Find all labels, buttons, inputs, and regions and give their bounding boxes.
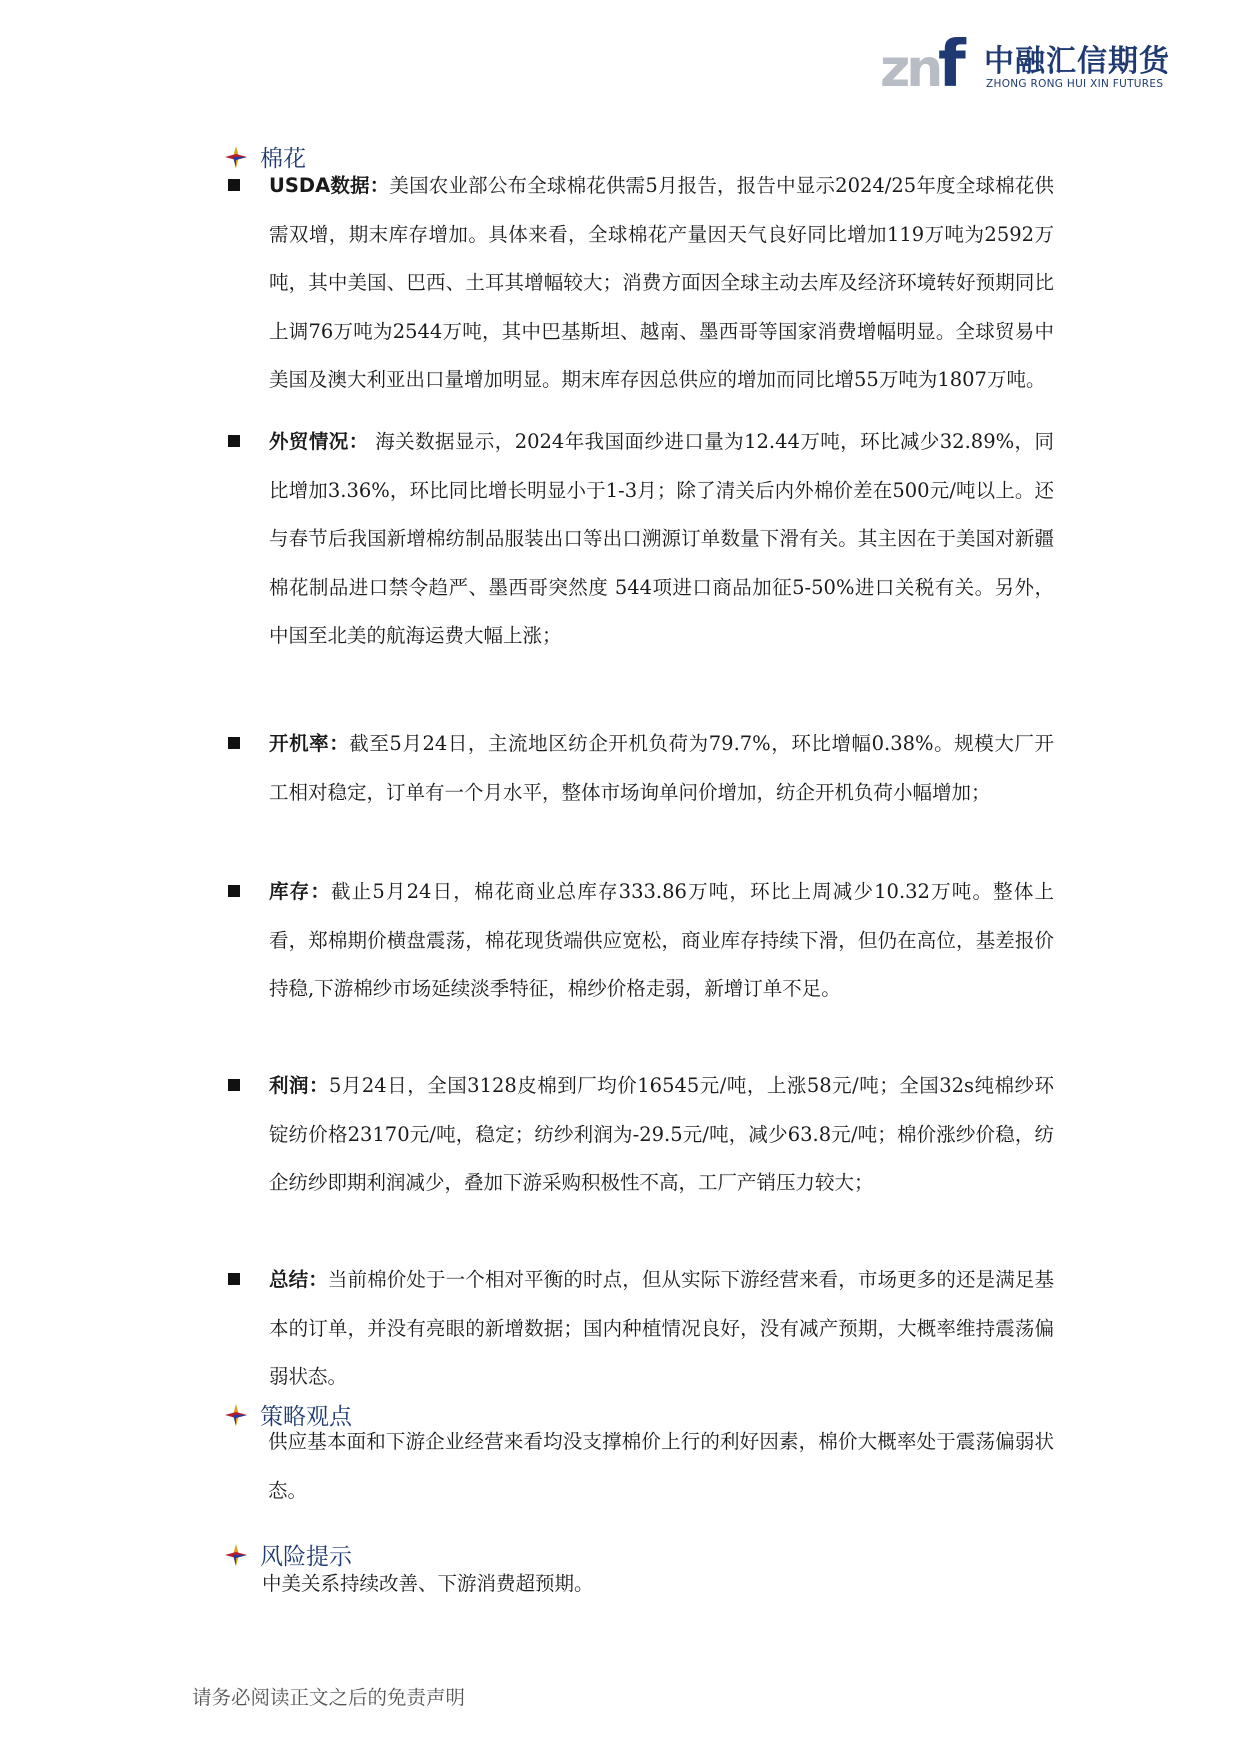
bullet-label: 开机率： <box>269 732 350 755</box>
disclaimer-footer: 请务必阅读正文之后的免责声明 <box>192 1686 466 1709</box>
risk-paragraph: 中美关系持续改善、下游消费超预期。 <box>262 1572 594 1595</box>
svg-text:f: f <box>938 30 966 96</box>
bullet-body: 海关数据显示，2024年我国面纱进口量为12.44万吨，环比减少32.89%，同比增加3.36%，环比同比增长明显小于1-3月；除了清关后内外棉价差在500元/吨以上。还与春节后我国新增棉纺制品服装出口等出口溯源订单数量下滑有关。其主因在于美国对新疆棉花制品进口禁令趋严、墨西哥突然度 544项进口商品加征5-50%进口关税有关。另外，中国至北美的航海运费大幅上涨； <box>269 430 1054 647</box>
bullet-label: 外贸情况： <box>269 430 369 453</box>
bullet-label: USDA数据： <box>269 174 390 197</box>
bullet-item-inventory <box>224 868 1054 1014</box>
section-title: 策略观点 <box>260 1404 352 1430</box>
bullet-item-operating-rate <box>224 720 1054 817</box>
strategy-paragraph: 供应基本面和下游企业经营来看均没支撑棉价上行的利好因素，棉价大概率处于震荡偏弱状态。 <box>268 1430 1054 1502</box>
diamond-bullet-icon <box>224 1403 248 1427</box>
bullet-item-trade <box>224 418 1054 661</box>
company-logo <box>880 30 1170 96</box>
bullet-item-summary <box>224 1256 1054 1402</box>
bullet-label: 总结： <box>269 1268 328 1291</box>
logo-chinese-name: 中融汇信期货 <box>984 44 1170 79</box>
bullet-item-profit <box>224 1062 1054 1208</box>
square-bullet-icon <box>228 179 240 191</box>
square-bullet-icon <box>228 435 240 447</box>
bullet-body: 当前棉价处于一个相对平衡的时点，但从实际下游经营来看，市场更多的还是满足基本的订单，并没有亮眼的新增数据；国内种植情况良好，没有减产预期，大概率维持震荡偏弱状态。 <box>269 1268 1054 1388</box>
bullet-body: 美国农业部公布全球棉花供需5月报告，报告中显示2024/25年度全球棉花供需双增，期末库存增加。具体来看，全球棉花产量因天气良好同比增加119万吨为2592万吨，其中美国、巴西、土耳其增幅较大；消费方面因全球主动去库及经济环境转好预期同比上调76万吨为2544万吨，其中巴基斯坦、越南、墨西哥等国家消费增幅明显。全球贸易中美国及澳大利亚出口量增加明显。期末库存因总供应的增加而同比增55万吨为1807万吨。 <box>269 174 1054 391</box>
znf-logo-icon <box>880 30 980 96</box>
bullet-item-usda <box>224 162 1054 405</box>
section-title: 棉花 <box>260 146 306 172</box>
bullet-label: 利润： <box>269 1074 329 1097</box>
svg-text:zn: zn <box>880 39 940 96</box>
logo-english-name: ZHONG RONG HUI XIN FUTURES <box>986 78 1164 90</box>
square-bullet-icon <box>228 1273 240 1285</box>
square-bullet-icon <box>228 737 240 749</box>
diamond-bullet-icon <box>224 1543 248 1567</box>
square-bullet-icon <box>228 885 240 897</box>
section-title: 风险提示 <box>260 1544 352 1570</box>
bullet-label: 库存： <box>269 880 332 903</box>
bullet-body: 截至5月24日，主流地区纺企开机负荷为79.7%，环比增幅0.38%。规模大厂开工相对稳定，订单有一个月水平，整体市场询单问价增加，纺企开机负荷小幅增加； <box>269 732 1054 804</box>
square-bullet-icon <box>228 1079 240 1091</box>
bullet-body: 截止5月24日，棉花商业总库存333.86万吨，环比上周减少10.32万吨。整体上看，郑棉期价横盘震荡，棉花现货端供应宽松，商业库存持续下滑，但仍在高位，基差报价持稳,下游棉纱市场延续淡季特征，棉纱价格走弱，新增订单不足。 <box>269 880 1054 1000</box>
bullet-body: 5月24日，全国3128皮棉到厂均价16545元/吨，上涨58元/吨；全国32s纯棉纱环锭纺价格23170元/吨，稳定；纺纱利润为-29.5元/吨，减少63.8元/吨；棉价涨纱价稳，纺企纺纱即期利润减少，叠加下游采购积极性不高，工厂产销压力较大； <box>269 1074 1054 1194</box>
